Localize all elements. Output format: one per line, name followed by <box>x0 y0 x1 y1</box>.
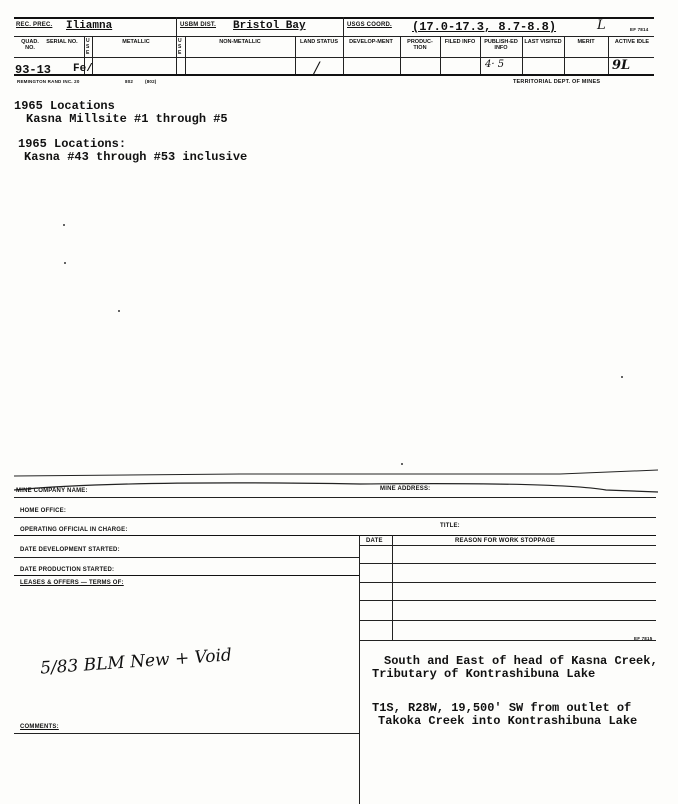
active-idle-value: 9L <box>612 58 631 73</box>
leases-offers-label: LEASES & OFFERS — TERMS OF: <box>20 580 124 586</box>
use-letter-u: U <box>86 38 90 44</box>
col-published-info: PUBLISH-ED INFO <box>484 39 518 51</box>
col-active-idle: ACTIVE IDLE <box>614 39 650 45</box>
use-letter-s-2: S <box>178 44 182 50</box>
home-office-label: HOME OFFICE: <box>20 508 67 514</box>
mine-company-label: MINE COMPANY NAME: <box>16 488 88 494</box>
col-filed-info: FILED INFO <box>444 39 476 45</box>
date-development-label: DATE DEVELOPMENT STARTED: <box>20 547 120 553</box>
printer-code: 802 <box>125 79 134 84</box>
handwritten-blm-note: 5/83 BLM New + Void <box>39 645 233 679</box>
use-letter-s: S <box>86 44 90 50</box>
notes-line-2: Kasna Millsite #1 through #5 <box>26 112 228 126</box>
sheet-mark: L <box>597 18 606 33</box>
usbm-dist-label: USBM DIST. <box>180 22 217 28</box>
operating-official-label: OPERATING OFFICIAL IN CHARGE: <box>20 527 128 533</box>
rec-prec-value: Iliamna <box>66 20 113 32</box>
title-label: TITLE: <box>440 523 460 529</box>
col-quad-no: QUAD. NO. <box>21 39 39 51</box>
notes-line-1: 1965 Locations <box>14 99 115 113</box>
mine-address-label: MINE ADDRESS: <box>380 486 431 492</box>
serial-no-value: Fe/ <box>73 63 93 75</box>
date-production-label: DATE PRODUCTION STARTED: <box>20 567 115 573</box>
rec-prec-label: REC. PREC. <box>16 22 53 28</box>
published-info-value: 4· 5 <box>485 59 505 70</box>
printer-code-2: (802) <box>145 79 157 84</box>
col-metallic: METALLIC <box>122 39 150 45</box>
location-desc-line-3: T1S, R28W, 19,500' SW from outlet of <box>372 701 632 715</box>
form-number-top: EF 7814 <box>630 27 649 32</box>
comments-label: COMMENTS: <box>20 724 59 730</box>
date-column-label: DATE <box>366 538 383 544</box>
usgs-coord-label: USGS COORD. <box>347 22 392 28</box>
col-serial-no: SERIAL NO. <box>46 39 78 45</box>
scan-speck <box>64 262 66 264</box>
form-top-edge <box>0 462 678 496</box>
printer-credit: REMINGTON RAND INC. 20 <box>17 79 80 84</box>
use-letter-e-2: E <box>178 50 182 56</box>
scan-speck <box>621 376 623 378</box>
location-desc-line-2: Tributary of Kontrashibuna Lake <box>372 667 596 681</box>
col-non-metallic: NON-METALLIC <box>219 39 261 45</box>
notes-line-3: 1965 Locations: <box>18 137 127 151</box>
usbm-dist-value: Bristol Bay <box>233 20 306 32</box>
use-letter-u-2: U <box>178 38 182 44</box>
col-merit: MERIT <box>577 39 595 45</box>
land-status-value: / <box>314 58 320 77</box>
use-letter-e: E <box>86 50 90 56</box>
scan-speck <box>63 224 65 226</box>
usgs-coord-value: (17.0-17.3, 8.7-8.8) <box>412 20 557 34</box>
notes-line-4: Kasna #43 through #53 inclusive <box>24 150 248 164</box>
col-production: PRODUC-TION <box>407 39 433 51</box>
form-number-bottom: EF 7815 <box>634 636 653 641</box>
col-development: DEVELOP-MENT <box>349 39 393 45</box>
col-land-status: LAND STATUS <box>300 39 338 45</box>
col-last-visited: LAST VISITED <box>524 39 562 45</box>
location-desc-line-1: South and East of head of Kasna Creek, <box>384 654 658 668</box>
quad-no-value: 93-13 <box>15 63 52 77</box>
location-desc-line-4: Takoka Creek into Kontrashibuna Lake <box>378 714 638 728</box>
territorial-dept: TERRITORIAL DEPT. OF MINES <box>513 79 601 85</box>
reason-column-label: REASON FOR WORK STOPPAGE <box>455 538 555 544</box>
scan-speck <box>118 310 120 312</box>
